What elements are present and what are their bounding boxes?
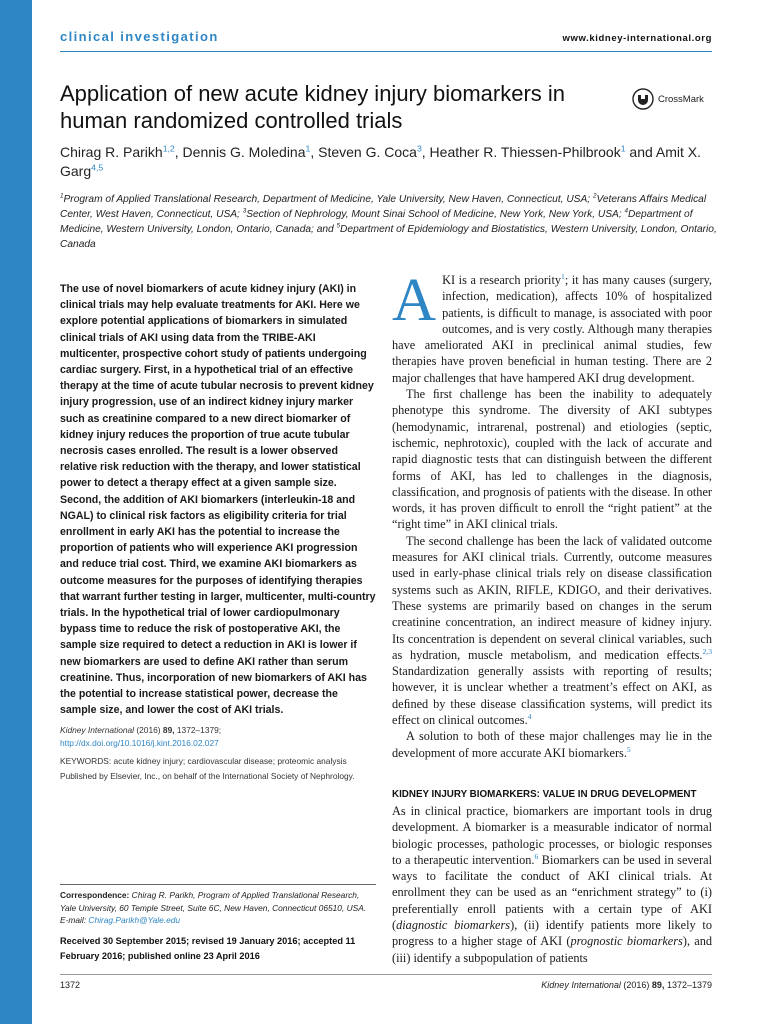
body-text xyxy=(392,267,712,966)
article-title: Application of new acute kidney injury biomarkers in human randomized controlled trials xyxy=(60,81,566,133)
body-paragraph: The ﬁrst challenge has been the inability to adequately phenotype this syndrome. The diversity of AKI subtypes (hemodynamic, intrarenal, postrenal) and etiologies (septic, ischemic, nephrotoxic), coupled with the lack of accurate and rapid diagnostic tests that can distinguish between the different forms of AKI, has led to challenges in the diagnosis, classiﬁcation, and prognosis of patients with the disease. In other words, it has proven difﬁcult to enroll the “right patient” at the “right time” in AKI clinical trials. xyxy=(392,387,712,532)
correspondence-text: Chirag R. Parikh, Program of Applied Translational Research, Yale University, 60 Temple Street, Suite 6C, New Haven, Connecticut 06510, USA. E-mail: xyxy=(60,890,367,926)
body-span: A solution to both of these major challenges may lie in the development of more accurate AKI biomarkers. xyxy=(392,729,712,760)
ref-link[interactable]: 2,3 xyxy=(702,646,712,656)
citation-journal: Kidney International xyxy=(60,725,135,735)
footer-citation xyxy=(541,980,712,990)
author-affil-ref[interactable]: 1,2 xyxy=(162,143,175,154)
author-name: Steven G. Coca xyxy=(318,144,417,160)
ref-link[interactable]: 6 xyxy=(534,851,539,861)
citation-volume: 89, xyxy=(162,725,175,735)
publisher-note: Published by Elsevier, Inc., on behalf of the International Society of Nephrology. xyxy=(60,771,355,781)
affil-num: 2 xyxy=(592,192,597,200)
affil-num: 4 xyxy=(624,207,628,215)
affil-text: Department of Medicine, Western University, London, Ontario, Canada; and xyxy=(60,209,693,235)
correspondence xyxy=(60,889,376,927)
correspondence-label: Correspondence: xyxy=(60,890,130,900)
body-span: The second challenge has been the lack of validated outcome measures for AKI clinical trials. Currently, outcome measures used in early-phase clinical trials rely on disease classiﬁcation systems such as AKIN, RIFLE, KDIGO, and their derivatives. These systems are primarily based on changes in the serum creatinine concentration, an indirect measure of kidney injury. Its concentration is dependent on several clinical variables, such as hydration, muscle metabolism, and medication effects. xyxy=(392,533,712,662)
section-label: clinical investigation xyxy=(60,29,219,44)
keywords: KEYWORDS: acute kidney injury; cardiovascular disease; proteomic analysis xyxy=(60,756,347,766)
body-span: ; it has many causes (surgery, infection, medication), affects 10% of hospitalized patients, is difﬁcult to manage, is associated with poor outcomes, and is very costly. Although many therapies have ameliorated AKI in preclinical animal studies, few therapies have proven beneﬁcial in human testing. There are 2 major challenges that have hampered AKI drug development. xyxy=(392,273,712,385)
drop-cap: A xyxy=(392,267,437,334)
author-name: Chirag R. Parikh xyxy=(60,144,163,160)
body-emphasis: diagnostic biomarkers xyxy=(396,917,511,932)
affil-text: Department of Epidemiology and Biostatistics, Western University, London, Ontario, Canada xyxy=(60,224,717,250)
body-paragraph xyxy=(392,533,712,729)
affil-text: Program of Applied Translational Research, Department of Medicine, Yale University, New Haven, Connecticut, USA; xyxy=(63,194,593,205)
body-span: KI is a research priority xyxy=(442,273,562,287)
affil-num: 1 xyxy=(60,192,64,200)
body-paragraph xyxy=(392,803,712,966)
body-span: Biomarkers can be used in several ways to facilitate the conduct of AKI clinical trials. At enrollment they can be used as an “enrichment strategy” to (i) preferentially enroll patients with a certain type of AKI ( xyxy=(392,852,712,932)
author-sep: , xyxy=(310,144,319,160)
ref-link[interactable]: 5 xyxy=(626,744,631,754)
body-paragraph xyxy=(392,267,712,386)
body-span: ), and (iii) identify a subpopulation of patients xyxy=(392,934,712,965)
affil-num: 5 xyxy=(336,222,341,230)
ref-link[interactable]: 4 xyxy=(527,711,532,721)
body-span: As in clinical practice, biomarkers are important tools in drug development. A biomarker is a measurable indicator of normal biologic processes, pathologic processes, or biologic responses to a therapeutic intervention. xyxy=(392,803,712,867)
page-number: 1372 xyxy=(60,980,81,990)
correspondence-divider xyxy=(60,884,376,885)
author-name: Dennis G. Moledina xyxy=(182,144,306,160)
author-affil-ref[interactable]: 1 xyxy=(620,143,626,154)
footer-journal-name: Kidney International xyxy=(541,980,621,990)
left-accent-bar xyxy=(0,0,32,1024)
footer-year: (2016) xyxy=(623,980,650,990)
journal-url[interactable]: www.kidney-international.org xyxy=(562,33,712,44)
body-span: Standardization generally assists with reporting of results; however, it is unclear whether a treatment’s effect on AKI, as deﬁned by these disease classiﬁcation systems, will predict its effect on clinical outcomes. xyxy=(392,664,712,728)
crossmark-label: CrossMark xyxy=(658,93,704,105)
citation-year: (2016) xyxy=(136,725,161,735)
author-list xyxy=(60,143,720,181)
author-sep: , xyxy=(421,144,430,160)
author-affil-ref[interactable]: 3 xyxy=(416,143,422,154)
correspondence-email[interactable]: Chirag.Parikh@Yale.edu xyxy=(88,915,181,926)
article-dates: Received 30 September 2015; revised 19 January 2016; accepted 11 February 2016; published online 23 April 2016 xyxy=(60,936,356,961)
abstract: The use of novel biomarkers of acute kidney injury (AKI) in clinical trials may help evaluate treatments for AKI. Here we explore potential applications of biomarkers in simulated clinical trials of AKI using data from the TRIBE-AKI multicenter, prospective cohort study of patients undergoing cardiac surgery. First, in a hypothetical trial of an effective therapy at the time of acute tubular necrosis to prevent kidney injury progression, use of an indirect kidney injury marker such as creatinine compared to a new direct biomarker of kidney injury reduces the proportion of true acute tubular necrosis cases enrolled. The result is a lower observed relative risk reduction with the therapy, and lower statistical power to detect a therapy effect at a given sample size. Second, the addition of AKI biomarkers (interleukin-18 and NGAL) to clinical risk factors as eligibility criteria for trial enrollment in early AKI has the potential to increase the proportion of patients who will experience AKI progression and reduce trial cost. Third, we examine AKI biomarkers as outcome measures for the purposes of identifying therapies that warrant further testing in larger, multicenter, multi-country trials. In the hypothetical trial of lower cardiopulmonary bypass time to reduce the risk of postoperative AKI, the sample size required to detect a reduction in AKI is lower if new biomarkers are used to deﬁne AKI rather than serum creatinine. Thus, incorporation of new biomarkers of AKI has the potential to increase statistical power, decrease the sample size, and lower the cost of AKI trials. xyxy=(60,283,376,717)
citation-line xyxy=(60,724,376,749)
affiliations xyxy=(60,192,725,252)
author-affil-ref[interactable]: 1 xyxy=(305,143,311,154)
body-paragraph xyxy=(392,728,712,761)
header-divider xyxy=(60,51,712,52)
body-emphasis: prognostic biomarkers xyxy=(570,934,683,949)
crossmark-icon xyxy=(632,88,654,110)
author-name: Heather R. Thiessen-Philbrook xyxy=(429,144,621,160)
crossmark-badge[interactable] xyxy=(632,88,704,110)
affil-text: Section of Nephrology, Mount Sinai School of Medicine, New York, New York, USA; xyxy=(246,209,625,220)
footer-pages: 1372–1379 xyxy=(666,980,712,990)
author-sep: and xyxy=(625,144,656,160)
author-sep: , xyxy=(174,144,183,160)
footer-volume: 89, xyxy=(651,980,665,990)
citation-pages: 1372–1379; xyxy=(176,725,222,735)
ref-link[interactable]: 1 xyxy=(561,271,565,281)
affil-text: Veterans Affairs Medical Center, West Haven, Connecticut, USA; xyxy=(60,194,707,220)
author-affil-ref[interactable]: 4,5 xyxy=(91,162,104,173)
affil-num: 3 xyxy=(242,207,247,215)
doi-link[interactable]: http://dx.doi.org/10.1016/j.kint.2016.02.027 xyxy=(60,737,219,748)
body-span: ), (ii) identify patients more likely to progress to a higher stage of AKI ( xyxy=(392,917,712,949)
footer-divider xyxy=(60,974,712,975)
author-name: Amit X. Garg xyxy=(60,144,702,179)
section-heading: KIDNEY INJURY BIOMARKERS: VALUE IN DRUG DEVELOPMENT xyxy=(392,788,697,800)
